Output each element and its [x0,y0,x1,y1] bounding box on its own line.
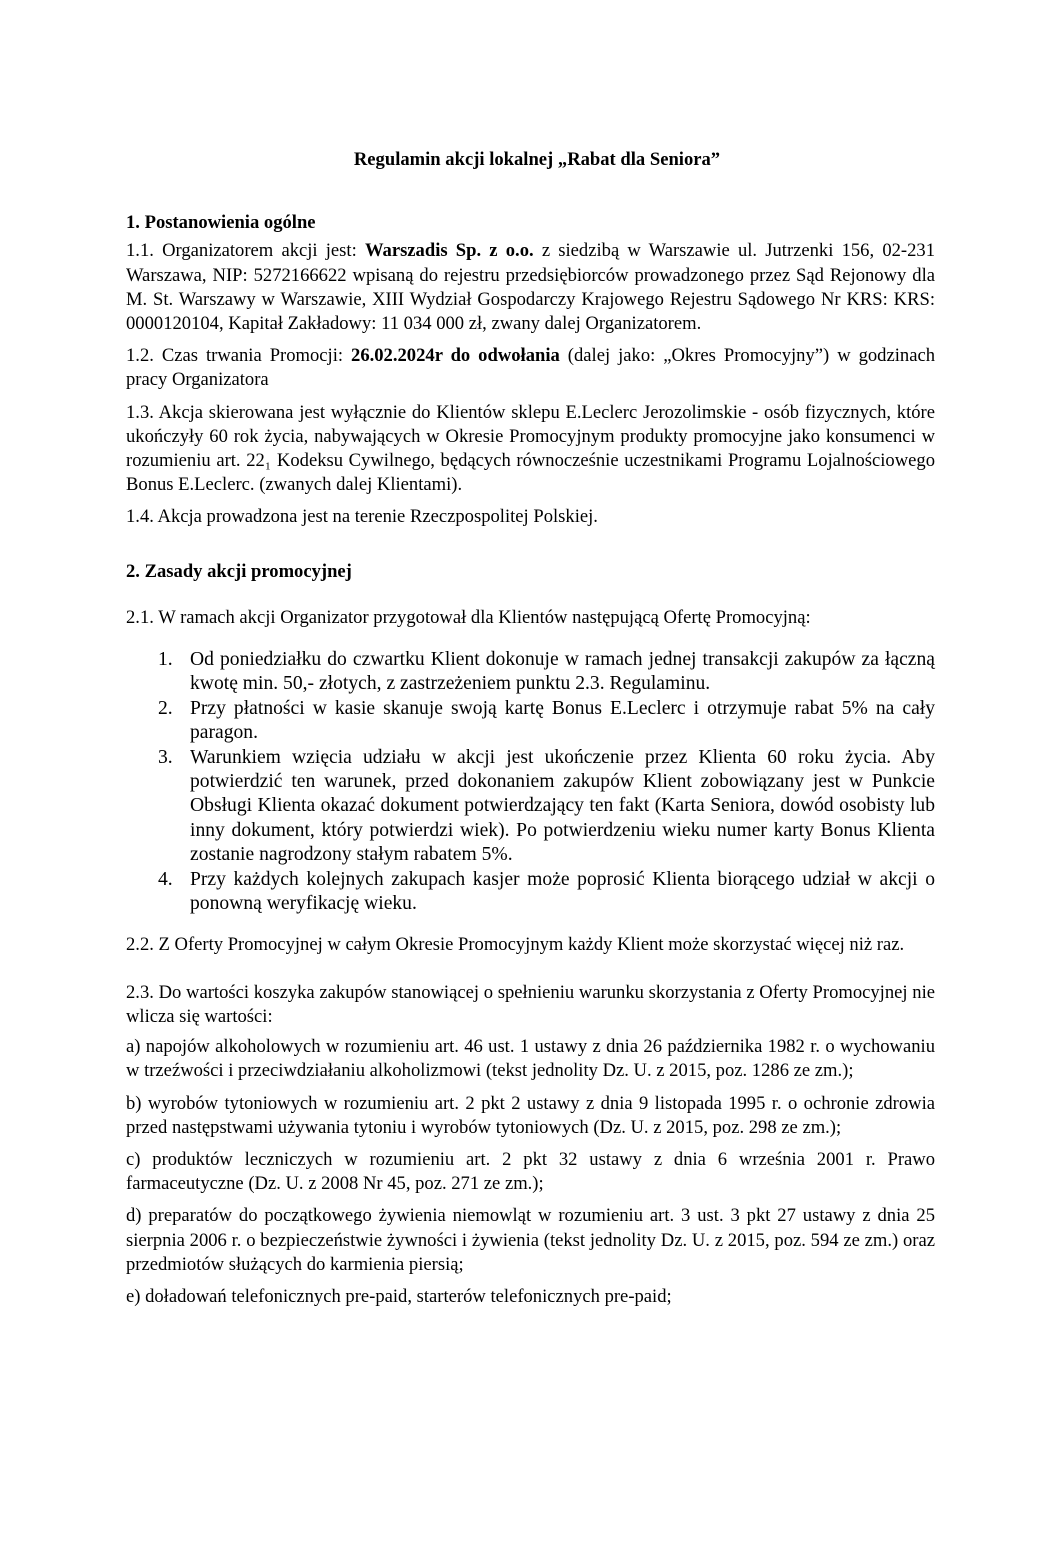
list-item-number: 3. [158,746,173,768]
exclusion-e: e) doładowań telefonicznych pre-paid, starterów telefonicznych pre-paid; [126,1285,672,1307]
list-item-number: 4. [158,868,173,890]
paragraph-1-1 [126,239,935,336]
organizer-name: Warszadis Sp. z o.o. [364,240,534,262]
paragraph-1-4: 1.4. Akcja prowadzona jest na terenie Rzeczpospolitej Polskiej. [126,506,598,528]
promotion-period: 26.02.2024r do odwołania [351,345,560,367]
section-2-heading: 2. Zasady akcji promocyjnej [126,560,352,582]
paragraph-1-2-rest: (dalej jako: „Okres Promocyjny”) w godzinach pracy Organizatora [126,345,935,391]
list-item-text: Warunkiem wzięcia udziału w akcji jest ukończenie przez Klienta 60 roku życia. Aby potwierdzić ten warunek, przed dokonaniem zakupów Klient zobowiązany jest w Punkcie Obsługi Klienta okazać dokument potwierdzający ten fakt (Karta Seniora, dowód osobisty lub inny dokument, który potwierdzi wiek). Po potwierdzeniu wieku numer karty Bonus Klienta zostanie nagrodzony stałym rabatem 5%. [190,746,935,866]
list-item [126,746,935,868]
paragraph-2-2: 2.2. Z Oferty Promocyjnej w całym Okresie Promocyjnym każdy Klient może skorzystać więcej niż raz. [126,933,905,955]
document-body [126,148,935,1317]
list-item-number: 2. [158,697,173,719]
section-1-heading: 1. Postanowienia ogólne [126,212,316,234]
list-item [126,868,935,917]
list-item [126,697,935,746]
exclusion-d: d) preparatów do początkowego żywienia niemowląt w rozumieniu art. 3 ust. 3 pkt 27 ustawy z dnia 25 sierpnia 2006 r. o bezpieczeństwie żywności i żywienia (tekst jednolity Dz. U. z 2015, poz. 594 ze zm.) oraz przedmiotów służących do karmienia piersią; [126,1205,935,1275]
paragraph-1-2-lead: 1.2. Czas trwania Promocji: [126,345,352,367]
paragraph-1-1-rest: z siedzibą w Warszawie ul. Jutrzenki 156, 02-231 Warszawa, NIP: 5272166622 wpisaną do rejestru przedsiębiorców prowadzonego przez Sąd Rejonowy dla M. St. Warszawy w Warszawie, XIII Wydział Gospodarczy Krajowego Rejestru Sądowego Nr KRS: KRS: 0000120104, Kapitał Zakładowy: 11 034 000 zł, zwany dalej Organizatorem. [126,240,935,335]
list-item [126,648,935,697]
exclusion-c: c) produktów leczniczych w rozumieniu art. 2 pkt 32 ustawy z dnia 6 września 2001 r. Prawo farmaceutyczne (Dz. U. z 2008 Nr 45, poz. 271 ze zm.); [126,1148,935,1195]
list-item-text: Przy każdych kolejnych zakupach kasjer może poprosić Klienta biorącego udział w akcji o ponowną weryfikację wieku. [190,868,935,915]
list-item-number: 1. [158,649,173,671]
paragraph-1-3: 1.3. Akcja skierowana jest wyłącznie do Klientów sklepu E.Leclerc Jerozolimskie - osób fizycznych, które ukończyły 60 rok życia, nabywających w Okresie Promocyjnym produkty promocyjne jako konsumenci w rozumieniu art. 22₁ Kodeksu Cywilnego, będących równocześnie uczestnikami Programu Lojalnościowego Bonus E.Leclerc. (zwanych dalej Klientami). [126,401,935,496]
exclusion-b: b) wyrobów tytoniowych w rozumieniu art. 2 pkt 2 ustawy z dnia 9 listopada 1995 r. o ochronie zdrowia przed następstwami używania tytoniu i wyrobów tytoniowych (Dz. U. z 2015, poz. 298 ze zm.); [126,1092,935,1138]
paragraph-1-1-lead: 1.1. Organizatorem akcji jest: [126,240,365,262]
exclusion-a: a) napojów alkoholowych w rozumieniu art. 46 ust. 1 ustawy z dnia 26 października 1982 r. o wychowaniu w trzeźwości i przeciwdziałaniu alkoholizmowi (tekst jednolity Dz. U. z 2015, poz. 1286 ze zm.); [126,1036,935,1082]
paragraph-1-2 [126,344,935,392]
offer-list [126,648,935,916]
paragraph-2-1: 2.1. W ramach akcji Organizator przygotował dla Klientów następującą Ofertę Promocyjną: [126,606,811,628]
document-title: Regulamin akcji lokalnej „Rabat dla Seniora” [353,149,721,170]
list-item-text: Od poniedziałku do czwartku Klient dokonuje w ramach jednej transakcji zakupów za łączną kwotę min. 50,- złotych, z zastrzeżeniem punktu 2.3. Regulaminu. [190,649,935,695]
paragraph-2-3: 2.3. Do wartości koszyka zakupów stanowiącej o spełnieniu warunku skorzystania z Oferty Promocyjnej nie wlicza się wartości: [126,981,935,1027]
list-item-text: Przy płatności w kasie skanuje swoją kartę Bonus E.Leclerc i otrzymuje rabat 5% na cały paragon. [190,697,935,744]
